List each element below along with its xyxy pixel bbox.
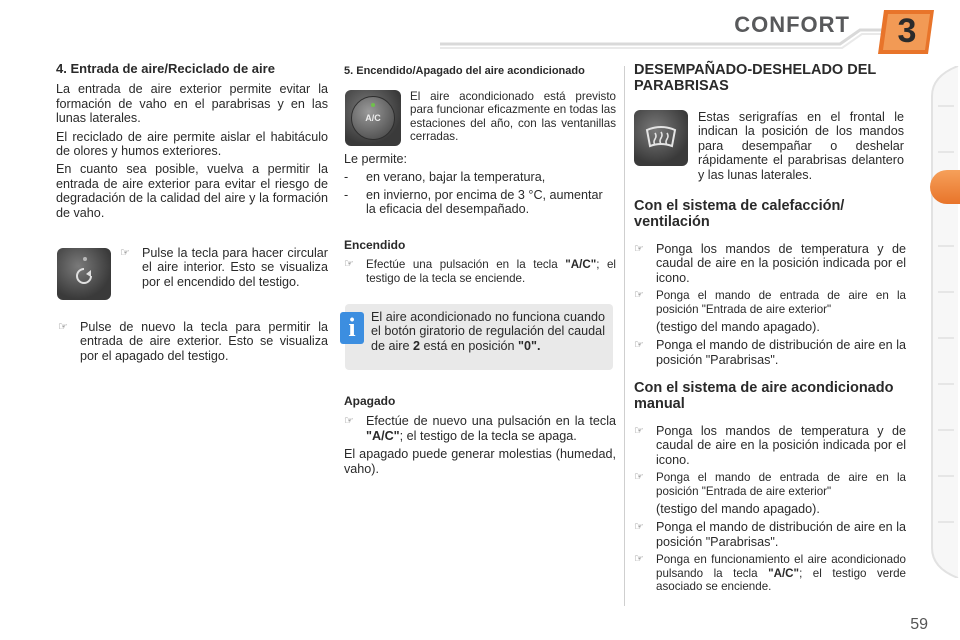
pointing-hand-icon: ☞ <box>634 289 644 302</box>
list-item: ☞ Ponga el mando de entrada de aire en la posición "Entrada de aire exterior" <box>634 289 906 316</box>
fresh-air-instruction <box>58 320 328 367</box>
pointing-hand-icon: ☞ <box>344 258 354 271</box>
paragraph: La entrada de aire exterior permite evitar la formación de vaho en el parabrisas y en las lunas laterales. <box>56 82 328 126</box>
pointing-hand-icon: ☞ <box>120 247 130 259</box>
recirculation-instruction <box>120 246 328 293</box>
side-tab-strip <box>928 66 960 578</box>
list-item: ☞ Ponga el mando de distribución de aire en la posición "Parabrisas". <box>634 338 906 367</box>
pointing-hand-icon: ☞ <box>344 415 354 428</box>
ac-intro: El aire acondicionado está previsto para funcionar eficazmente en todas las estaciones del año, con las ventanillas cerradas. <box>410 90 616 144</box>
pointing-hand-icon: ☞ <box>634 425 644 437</box>
list-item: - en invierno, por encima de 3 °C, aumentar la eficacia del desempañado. <box>344 187 603 217</box>
heading-off: Apagado <box>344 394 396 408</box>
list-item: ☞ Ponga los mandos de temperatura y de caudal de aire en la posición indicada por el icono. <box>634 242 906 285</box>
pointing-hand-icon: ☞ <box>634 553 644 566</box>
column-air-intake <box>56 62 328 224</box>
heading-ac: 5. Encendido/Apagado del aire acondicionado <box>344 65 585 77</box>
list-item: ☞ Ponga el mando de entrada de aire en la posición "Entrada de aire exterior" <box>634 471 906 498</box>
recirculation-arrow-icon <box>74 266 94 286</box>
list-item: ☞ Ponga los mandos de temperatura y de caudal de aire en la posición indicada por el icono. <box>634 424 906 467</box>
subsection-title: Con el sistema de aire acondicionado manual <box>634 380 894 412</box>
list-item: ☞ Pulse la tecla para hacer circular el aire interior. Esto se visualiza por el encendido del testigo. <box>120 246 328 289</box>
defrost-intro: Estas serigrafías en el frontal le indican la posición de los mandos para desempañar o deshelar rápidamente el parabrisas delantero y las lunas laterales. <box>698 110 904 182</box>
pointing-hand-icon: ☞ <box>634 521 644 534</box>
heading-air-intake: 4. Entrada de aire/Reciclado de aire <box>56 61 275 76</box>
defrost-button-icon <box>634 110 688 166</box>
pointing-hand-icon: ☞ <box>58 321 68 333</box>
chapter-number: 3 <box>897 12 917 50</box>
ac-switch-on <box>344 238 616 289</box>
pointing-hand-icon: ☞ <box>634 471 644 484</box>
paragraph: En cuanto sea posible, vuelva a permitir la entrada de aire exterior para evitar el riesgo de degradación de la calidad del aire y la formación de vaho. <box>56 162 328 220</box>
active-chapter-tab[interactable] <box>930 170 960 204</box>
defrost-ac-section: Con el sistema de aire acondicionado manual ☞ Ponga los mandos de temperatura y de caudal de aire en la posición indicada por el icono. ☞ Ponga el mando de entrada de aire en la posición "Entrada de aire exterior" (testigo del mando apagado). ☞ Ponga el mando de distribución de aire en la posición "Parabrisas". ☞ Ponga en funcionamiento el aire acondicionado pulsando la tecla "A/C"; el testigo verde asociado se enciende. <box>634 380 906 594</box>
column-air-conditioning <box>344 64 616 84</box>
ac-label: A/C <box>365 113 381 123</box>
heading-on: Encendido <box>344 238 406 252</box>
subsection-title: Con el sistema de calefacción/ ventilación <box>634 198 845 230</box>
list-item: ☞ Efectúe una pulsación en la tecla "A/C"; el testigo de la tecla se enciende. <box>344 258 616 285</box>
ac-button-icon <box>345 90 401 146</box>
list-item: - en verano, bajar la temperatura, <box>344 170 546 185</box>
section-title: CONFORT <box>734 12 850 37</box>
list-item: ☞ Ponga en funcionamiento el aire acondicionado pulsando la tecla "A/C"; el testigo verde asociado se enciende. <box>634 553 906 594</box>
page-number: 59 <box>910 616 928 633</box>
column-defrost <box>634 62 906 100</box>
column-divider <box>624 66 625 606</box>
defrost-heating-section: Con el sistema de calefacción/ ventilación ☞ Ponga los mandos de temperatura y de caudal de aire en la posición indicada por el icono. ☞ Ponga el mando de entrada de aire en la posición "Entrada de aire exterior" (testigo del mando apagado). ☞ Ponga el mando de distribución de aire en la posición "Parabrisas". <box>634 198 906 367</box>
pointing-hand-icon: ☞ <box>634 243 644 255</box>
paragraph: El reciclado de aire permite aislar el habitáculo de olores y humos exteriores. <box>56 129 328 159</box>
ac-switch-off: Apagado ☞ Efectúe de nuevo una pulsación en la tecla "A/C"; el testigo de la tecla se apaga. El apagado puede generar molestias (humedad, vaho). <box>344 394 616 476</box>
list-item: ☞ Ponga el mando de distribución de aire en la posición "Parabrisas". <box>634 520 906 549</box>
defrost-title: DESEMPAÑADO-DESHELADO DEL PARABRISAS <box>634 62 876 94</box>
pointing-hand-icon: ☞ <box>634 339 644 352</box>
list-item: ☞ Efectúe de nuevo una pulsación en la tecla "A/C"; el testigo de la tecla se apaga. <box>344 414 616 443</box>
info-note: El aire acondicionado no funciona cuando el botón giratorio de regulación del caudal de aire 2 está en posición "0". <box>345 304 613 370</box>
recirculation-button-icon <box>57 248 111 300</box>
info-icon: i <box>340 312 364 344</box>
windscreen-defrost-icon <box>644 124 678 150</box>
ac-benefits: Le permite: - en verano, bajar la temperatura, - en invierno, por encima de 3 °C, aumentar la eficacia del desempañado. <box>344 152 616 220</box>
list-item: ☞ Pulse de nuevo la tecla para permitir la entrada de aire exterior. Esto se visualiza por el apagado del testigo. <box>58 320 328 363</box>
